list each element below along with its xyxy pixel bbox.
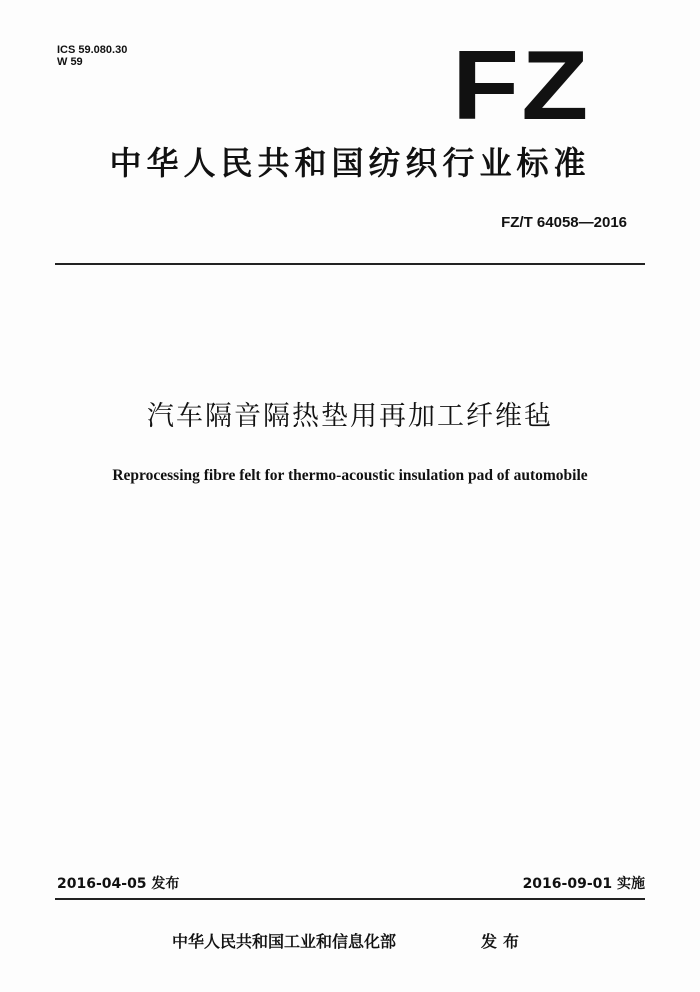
top-divider — [55, 263, 645, 265]
document-title-english: Reprocessing fibre felt for thermo-acoustic insulation pad of automobile — [112, 467, 588, 484]
issuing-action: 发布 — [481, 932, 526, 951]
implementation-date: 2016-09-01 实施 — [522, 876, 645, 892]
ics-code: ICS 59.080.30 — [57, 44, 128, 56]
standard-type-title: 中华人民共和国纺织行业标准 — [109, 144, 591, 182]
ccs-code: W 59 — [57, 56, 83, 68]
classification-codes — [57, 44, 127, 68]
bottom-divider — [55, 898, 645, 900]
standard-number: FZ/T 64058—2016 — [501, 214, 627, 231]
document-title-chinese: 汽车隔音隔热垫用再加工纤维毡 — [147, 401, 553, 432]
issue-date: 2016-04-05 发布 — [57, 876, 180, 892]
fz-logo: FZ — [452, 30, 591, 140]
issuing-authority: 中华人民共和国工业和信息化部 — [172, 932, 397, 951]
